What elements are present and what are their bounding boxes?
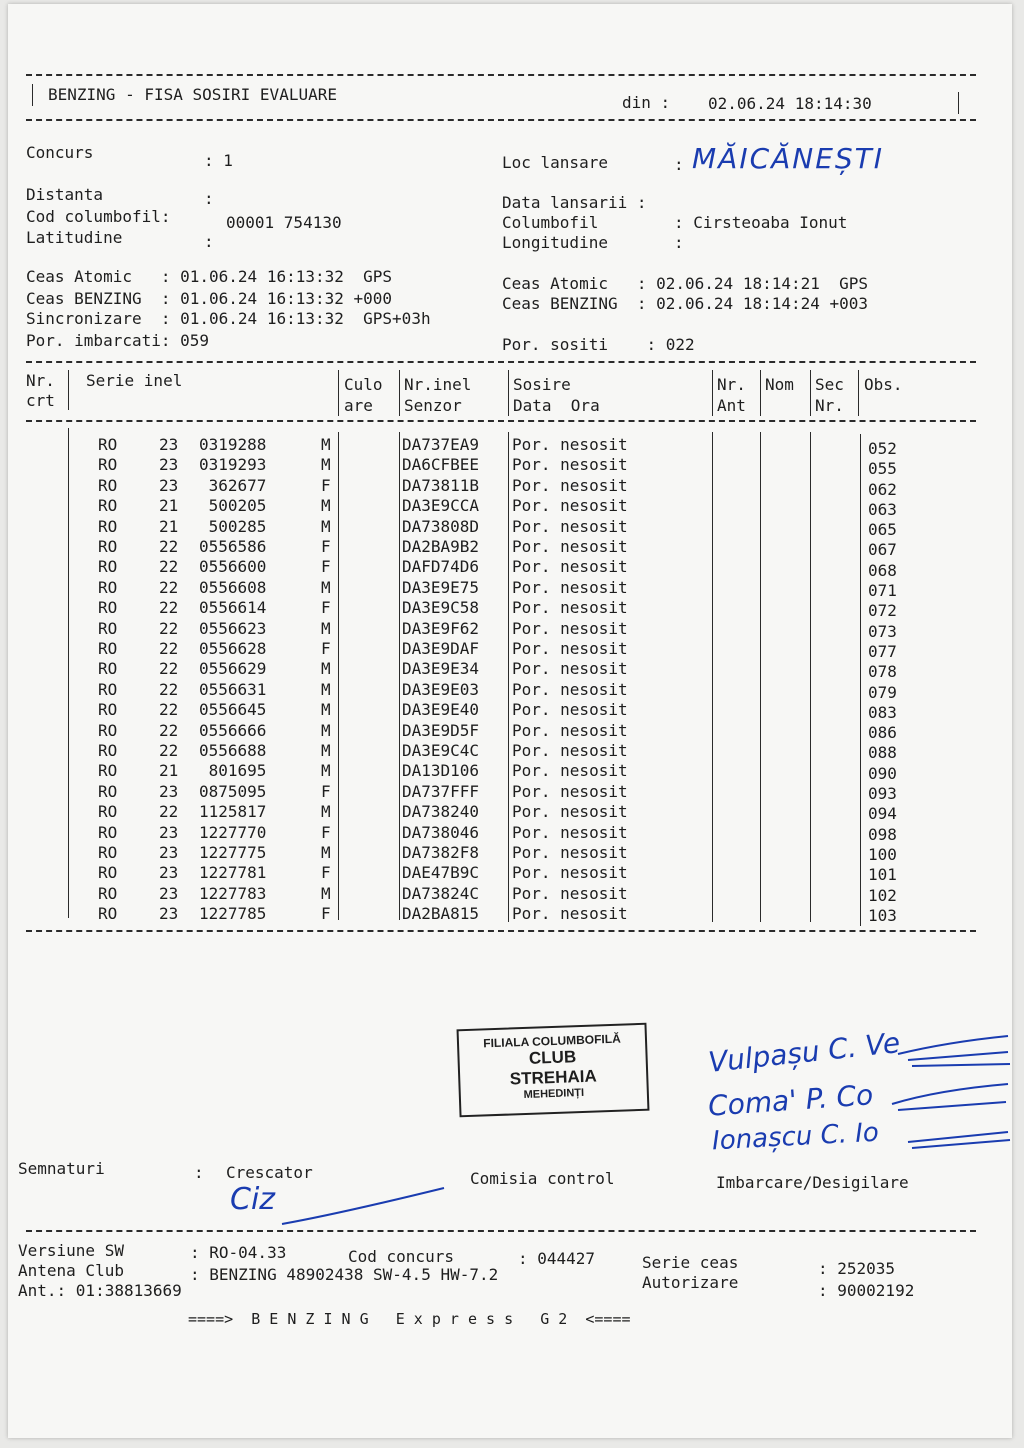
cell-year: 23 <box>159 904 179 924</box>
serie-ceas-label: Serie ceas <box>642 1253 739 1272</box>
col-culoare: Culo <box>344 375 383 394</box>
cell-ring: 500285 <box>199 516 267 536</box>
cell-ring: 362677 <box>199 475 267 495</box>
cell-obs: 079 <box>868 682 897 702</box>
cell-sensor: DA738240 <box>402 802 480 822</box>
cell-sensor: DA3E9E03 <box>402 679 480 699</box>
columbofil-value: : Cirsteoaba Ionut <box>674 213 848 232</box>
semnaturi-label: Semnaturi <box>18 1159 105 1178</box>
col-separator <box>399 370 400 416</box>
col-separator <box>338 370 339 416</box>
cell-sex: F <box>321 904 331 924</box>
cell-status: Por. nesosit <box>512 700 628 720</box>
cell-sensor: DA2BA9B2 <box>402 536 480 556</box>
table-row <box>26 861 976 885</box>
cell-ring: 801695 <box>199 761 267 781</box>
cell-sex: F <box>321 781 331 801</box>
col-sec-nr: Nr. <box>815 396 844 415</box>
loc-lansare-label: Loc lansare <box>502 153 608 172</box>
cell-status: Por. nesosit <box>512 659 628 679</box>
cell-country: RO <box>98 679 118 699</box>
cell-sex: F <box>321 557 331 577</box>
cell-country: RO <box>98 638 118 658</box>
cell-sensor: DA3E9E40 <box>402 700 480 720</box>
cell-obs: 083 <box>868 702 897 722</box>
cell-obs: 078 <box>868 662 897 682</box>
cell-sensor: DAFD74D6 <box>402 557 480 577</box>
concurs-label: Concurs <box>26 143 94 162</box>
cell-obs: 052 <box>868 439 897 458</box>
cell-sex: F <box>321 822 331 842</box>
table-row <box>26 435 976 458</box>
cell-sensor: DA6CFBEE <box>402 455 480 475</box>
col-separator <box>712 370 713 416</box>
cell-status: Por. nesosit <box>512 761 628 781</box>
cell-ring: 0556631 <box>199 679 267 699</box>
cell-ring: 0875095 <box>199 781 267 801</box>
divider <box>26 119 976 121</box>
table-row <box>26 577 976 601</box>
cell-sensor: DA3E9CCA <box>402 496 480 516</box>
col-separator <box>760 370 761 416</box>
longitudine-label: Longitudine <box>502 233 608 252</box>
cell-sensor: DA3E9DAF <box>402 638 480 658</box>
date-label: din : <box>622 93 671 112</box>
col-culoare-2: are <box>344 396 373 415</box>
cell-sex: M <box>321 679 331 699</box>
cell-sensor: DA737FFF <box>402 781 480 801</box>
cod-concurs-label: Cod concurs <box>348 1247 454 1266</box>
cell-sensor: DAE47B9C <box>402 863 480 883</box>
cell-obs: 090 <box>868 763 897 783</box>
cell-ring: 0556614 <box>199 598 267 618</box>
col-crt: crt <box>26 391 55 410</box>
club-stamp <box>457 1023 650 1118</box>
header-right-bar <box>958 92 959 114</box>
table-row <box>26 780 976 804</box>
cell-ring: 1227775 <box>199 842 267 862</box>
columbofil-label: Columbofil <box>502 213 599 232</box>
cod-columbofil-label: Cod columbofil: <box>26 207 171 226</box>
cell-country: RO <box>98 761 118 781</box>
divider <box>26 361 976 363</box>
cell-ring: 1227770 <box>199 822 267 842</box>
cell-obs: 073 <box>868 621 897 641</box>
antena-value: : BENZING 48902438 SW-4.5 HW-7.2 <box>190 1265 499 1284</box>
stamp-line-2: CLUB <box>528 1047 577 1068</box>
print-date: 02.06.24 18:14:30 <box>708 94 872 113</box>
porumbei-sositi: Por. sositi : 022 <box>502 335 695 354</box>
cell-country: RO <box>98 598 118 618</box>
cell-year: 23 <box>159 475 179 495</box>
cell-obs: 100 <box>868 844 897 864</box>
cell-obs: 063 <box>868 499 897 519</box>
cell-year: 23 <box>159 781 179 801</box>
cell-status: Por. nesosit <box>512 557 628 577</box>
concurs-value: : 1 <box>204 151 233 170</box>
versiune-value: : RO-04.33 <box>190 1243 287 1262</box>
cell-obs: 088 <box>868 743 897 763</box>
cell-obs: 086 <box>868 723 897 743</box>
table-row <box>26 902 976 925</box>
divider <box>26 420 976 422</box>
cell-country: RO <box>98 577 118 597</box>
cell-ring: 0319288 <box>199 435 267 454</box>
cell-ring: 0556608 <box>199 577 267 597</box>
col-nr: Nr. <box>26 371 55 390</box>
cell-sex: M <box>321 740 331 760</box>
cell-country: RO <box>98 659 118 679</box>
cell-year: 23 <box>159 863 179 883</box>
cell-sex: M <box>321 496 331 516</box>
cell-obs: 065 <box>868 520 897 540</box>
cell-country: RO <box>98 557 118 577</box>
cell-sensor: DA73811B <box>402 475 480 495</box>
cell-sensor: DA13D106 <box>402 761 480 781</box>
document-page <box>8 4 1012 1438</box>
cell-status: Por. nesosit <box>512 516 628 536</box>
cell-ring: 1227783 <box>199 883 267 903</box>
longitudine-value: : <box>674 233 684 252</box>
cell-year: 22 <box>159 802 179 822</box>
col-sosire: Sosire <box>513 375 571 394</box>
cell-country: RO <box>98 475 118 495</box>
cell-ring: 0556688 <box>199 740 267 760</box>
col-separator <box>68 370 69 410</box>
cell-obs: 068 <box>868 560 897 580</box>
cell-year: 22 <box>159 720 179 740</box>
distanta-value: : <box>204 189 214 208</box>
table-row <box>26 679 976 702</box>
cell-obs: 101 <box>868 865 897 885</box>
table-row <box>26 475 976 499</box>
col-ant: Ant <box>717 396 746 415</box>
cell-sex: M <box>321 455 331 475</box>
cell-sex: M <box>321 435 331 454</box>
cell-country: RO <box>98 863 118 883</box>
cell-ring: 0556628 <box>199 638 267 658</box>
signature-2: Coma' P. Co <box>707 1078 875 1123</box>
serie-ceas-value: : 252035 <box>818 1259 896 1278</box>
header-left-bar <box>32 84 33 106</box>
cell-status: Por. nesosit <box>512 842 628 862</box>
sincronizare: Sincronizare : 01.06.24 16:13:32 GPS+03h <box>26 309 431 328</box>
antena-label: Antena Club <box>18 1261 124 1280</box>
cell-obs: 055 <box>868 459 897 479</box>
cod-columbofil-value: 00001 754130 <box>226 213 342 232</box>
cell-sensor: DA73824C <box>402 883 480 903</box>
ceas-benzing-end: Ceas BENZING : 02.06.24 18:14:24 +003 <box>502 294 869 313</box>
cell-status: Por. nesosit <box>512 475 628 495</box>
cell-country: RO <box>98 618 118 638</box>
cell-sex: F <box>321 638 331 658</box>
col-nom: Nom <box>765 375 794 394</box>
table-row <box>26 516 976 540</box>
cell-sex: M <box>321 802 331 822</box>
cell-ring: 0556645 <box>199 700 267 720</box>
col-separator <box>858 370 859 416</box>
cell-obs: 094 <box>868 804 897 824</box>
cell-obs: 077 <box>868 641 897 661</box>
table-row <box>26 699 976 722</box>
col-nr-ant: Nr. <box>717 375 746 394</box>
cell-sensor: DA3E9E34 <box>402 659 480 679</box>
cell-sex: M <box>321 577 331 597</box>
stamp-line-1: FILIALA COLUMBOFILĂ <box>483 1031 621 1051</box>
cell-ring: 0556666 <box>199 720 267 740</box>
cell-year: 21 <box>159 516 179 536</box>
cell-year: 22 <box>159 557 179 577</box>
cell-year: 22 <box>159 618 179 638</box>
cell-sex: F <box>321 598 331 618</box>
cell-sex: F <box>321 863 331 883</box>
cell-status: Por. nesosit <box>512 904 628 924</box>
table-row <box>26 739 976 763</box>
cell-obs: 098 <box>868 824 897 844</box>
loc-lansare-colon: : <box>674 155 684 174</box>
cell-status: Por. nesosit <box>512 496 628 516</box>
autorizare-label: Autorizare <box>642 1273 739 1292</box>
cell-sensor: DA3E9C58 <box>402 598 480 618</box>
table-row <box>26 841 976 864</box>
cell-status: Por. nesosit <box>512 435 628 454</box>
imbarcare-label: Imbarcare/Desigilare <box>716 1173 909 1192</box>
cell-ring: 500205 <box>199 496 267 516</box>
col-separator <box>508 370 509 416</box>
cell-status: Por. nesosit <box>512 577 628 597</box>
table-row <box>26 719 976 743</box>
cell-year: 22 <box>159 700 179 720</box>
cell-year: 23 <box>159 883 179 903</box>
cell-sensor: DA3E9E75 <box>402 577 480 597</box>
cell-status: Por. nesosit <box>512 822 628 842</box>
cell-ring: 1227781 <box>199 863 267 883</box>
cell-ring: 1227785 <box>199 904 267 924</box>
table-row <box>26 618 976 641</box>
col-obs: Obs. <box>864 375 903 394</box>
cell-country: RO <box>98 822 118 842</box>
ceas-atomic-end: Ceas Atomic : 02.06.24 18:14:21 GPS <box>502 274 869 293</box>
comisia-label: Comisia control <box>470 1169 615 1188</box>
cell-obs: 062 <box>868 479 897 499</box>
cell-obs: 103 <box>868 905 897 925</box>
latitudine-value: : <box>204 232 214 251</box>
cell-ring: 0556586 <box>199 536 267 556</box>
cell-sensor: DA3E9C4C <box>402 740 480 760</box>
cell-year: 22 <box>159 679 179 699</box>
cell-sex: M <box>321 516 331 536</box>
cell-country: RO <box>98 516 118 536</box>
signature-3: Ionașcu C. Io <box>711 1117 880 1157</box>
cell-obs: 072 <box>868 601 897 621</box>
cell-sex: F <box>321 475 331 495</box>
cell-sex: M <box>321 700 331 720</box>
table-row <box>26 821 976 844</box>
cell-ring: 0556623 <box>199 618 267 638</box>
cell-sex: M <box>321 842 331 862</box>
cell-sensor: DA738046 <box>402 822 480 842</box>
cell-country: RO <box>98 435 118 454</box>
cell-status: Por. nesosit <box>512 455 628 475</box>
cell-sex: M <box>321 659 331 679</box>
cell-sex: F <box>321 536 331 556</box>
cod-concurs-value: : 044427 <box>518 1249 596 1268</box>
cell-country: RO <box>98 781 118 801</box>
cell-year: 23 <box>159 842 179 862</box>
cell-year: 22 <box>159 577 179 597</box>
crescator-signature-stroke <box>278 1184 448 1234</box>
col-serie-inel: Serie inel <box>86 371 183 390</box>
cell-year: 23 <box>159 435 179 454</box>
table-row <box>26 597 976 621</box>
cell-sensor: DA2BA815 <box>402 904 480 924</box>
cell-status: Por. nesosit <box>512 883 628 903</box>
latitudine-label: Latitudine <box>26 228 123 247</box>
table-row <box>26 455 976 479</box>
cell-year: 22 <box>159 638 179 658</box>
crescator-label: Crescator <box>226 1163 313 1182</box>
cell-country: RO <box>98 802 118 822</box>
cell-sensor: DA73808D <box>402 516 480 536</box>
cell-sex: M <box>321 883 331 903</box>
loc-lansare-handwritten: MĂICĂNEȘTI <box>692 142 885 175</box>
cell-country: RO <box>98 720 118 740</box>
cell-country: RO <box>98 536 118 556</box>
cell-country: RO <box>98 455 118 475</box>
stamp-line-3: STREHAIA <box>509 1066 598 1089</box>
divider <box>26 930 976 932</box>
signature-1: Vulpașu C. Ve <box>706 1026 902 1079</box>
cell-year: 23 <box>159 455 179 475</box>
versiune-label: Versiune SW <box>18 1241 124 1260</box>
table-row <box>26 658 976 682</box>
cell-sex: M <box>321 720 331 740</box>
cell-status: Por. nesosit <box>512 679 628 699</box>
col-separator <box>810 370 811 416</box>
cell-status: Por. nesosit <box>512 638 628 658</box>
cell-country: RO <box>98 700 118 720</box>
cell-status: Por. nesosit <box>512 618 628 638</box>
cell-status: Por. nesosit <box>512 802 628 822</box>
cell-sensor: DA737EA9 <box>402 435 480 454</box>
cell-country: RO <box>98 842 118 862</box>
col-senzor: Senzor <box>404 396 462 415</box>
distanta-label: Distanta <box>26 185 104 204</box>
col-sec: Sec <box>815 375 844 394</box>
cell-year: 21 <box>159 761 179 781</box>
cell-year: 23 <box>159 822 179 842</box>
cell-status: Por. nesosit <box>512 740 628 760</box>
ceas-benzing-start: Ceas BENZING : 01.06.24 16:13:32 +000 <box>26 289 393 308</box>
cell-ring: 0556600 <box>199 557 267 577</box>
autorizare-value: : 90002192 <box>818 1281 915 1300</box>
data-lansarii-label: Data lansarii : <box>502 193 647 212</box>
signature-strokes <box>888 1024 1012 1154</box>
table-row <box>26 496 976 519</box>
cell-obs: 093 <box>868 784 897 804</box>
crescator-signature: Ciz <box>230 1182 276 1217</box>
cell-country: RO <box>98 740 118 760</box>
cell-country: RO <box>98 496 118 516</box>
table-row <box>26 536 976 560</box>
table-row <box>26 882 976 905</box>
cell-status: Por. nesosit <box>512 720 628 740</box>
cell-year: 21 <box>159 496 179 516</box>
semnaturi-colon: : <box>194 1163 204 1182</box>
cell-status: Por. nesosit <box>512 536 628 556</box>
cell-year: 22 <box>159 659 179 679</box>
table-row <box>26 800 976 824</box>
col-nr-inel: Nr.inel <box>404 375 472 394</box>
cell-status: Por. nesosit <box>512 781 628 801</box>
cell-year: 22 <box>159 740 179 760</box>
porumbei-imbarcati: Por. imbarcati: 059 <box>26 331 210 350</box>
divider <box>26 1230 976 1232</box>
cell-year: 22 <box>159 598 179 618</box>
cell-sensor: DA7382F8 <box>402 842 480 862</box>
divider <box>26 74 976 76</box>
table-row <box>26 760 976 783</box>
cell-sex: M <box>321 618 331 638</box>
cell-ring: 0319293 <box>199 455 267 475</box>
cell-ring: 0556629 <box>199 659 267 679</box>
benzing-express-banner: ====> B E N Z I N G E x p r e s s G 2 <==== <box>188 1310 631 1328</box>
cell-sensor: DA3E9F62 <box>402 618 480 638</box>
arrivals-table-body <box>26 435 976 925</box>
ant-line: Ant.: 01:38813669 <box>18 1281 182 1300</box>
cell-obs: 067 <box>868 540 897 560</box>
col-data-ora: Data Ora <box>513 396 600 415</box>
cell-country: RO <box>98 883 118 903</box>
cell-status: Por. nesosit <box>512 863 628 883</box>
document-title: BENZING - FISA SOSIRI EVALUARE <box>48 85 337 104</box>
table-row <box>26 557 976 580</box>
table-row <box>26 638 976 661</box>
cell-year: 22 <box>159 536 179 556</box>
cell-obs: 102 <box>868 885 897 905</box>
cell-status: Por. nesosit <box>512 598 628 618</box>
cell-obs: 071 <box>868 581 897 601</box>
cell-sensor: DA3E9D5F <box>402 720 480 740</box>
cell-ring: 1125817 <box>199 802 267 822</box>
cell-country: RO <box>98 904 118 924</box>
cell-sex: M <box>321 761 331 781</box>
ceas-atomic-start: Ceas Atomic : 01.06.24 16:13:32 GPS <box>26 267 393 286</box>
stamp-line-4: MEHEDINȚI <box>523 1086 585 1102</box>
